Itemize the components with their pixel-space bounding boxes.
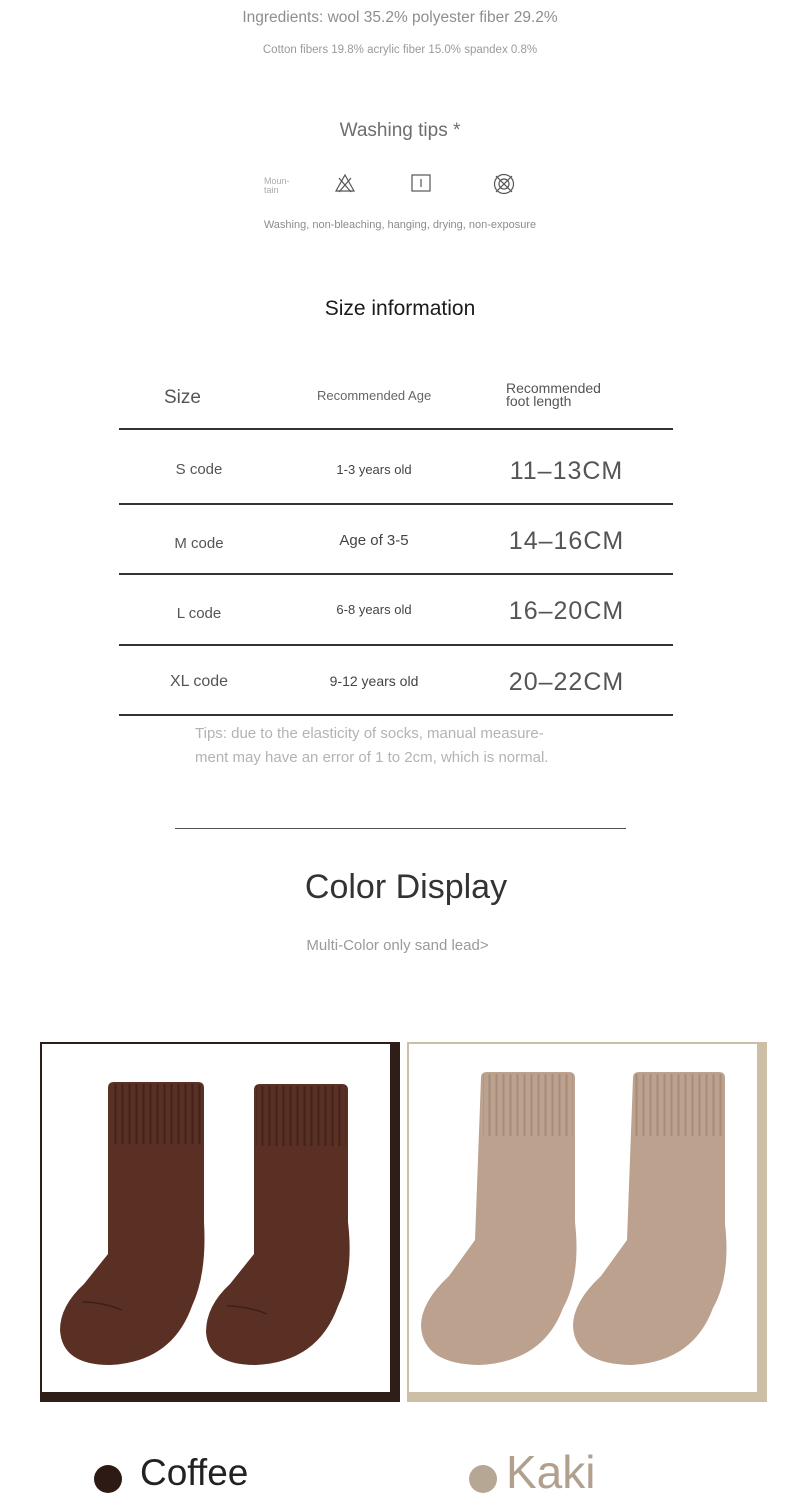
mountain-label: Moun- tain [264,176,290,195]
kaki-sock-left [421,1072,577,1365]
table-rule [119,714,673,716]
header-age: Recommended Age [317,388,432,403]
no-dryer-icon [492,172,516,201]
washing-description: Washing, non-bleaching, hanging, drying, non-exposure [263,219,537,231]
row-age: 9-12 years old [329,673,419,689]
table-row [119,575,673,643]
row-age: Age of 3-5 [339,532,409,549]
kaki-sock-right [573,1072,727,1365]
kaki-product-card[interactable] [407,1042,767,1402]
row-size: M code [174,535,224,552]
row-size: L code [176,605,222,622]
color-display-title: Color Display [304,868,508,906]
no-bleach-icon [334,172,356,199]
table-row [119,646,673,714]
washing-tips-title: Washing tips * [339,120,461,141]
coffee-sock-left [60,1082,205,1365]
section-divider [175,828,626,829]
row-foot-length: 14–16CM [508,527,625,555]
size-tips: Tips: due to the elasticity of socks, manual measure- ment may have an error of 1 to 2cm, which is normal. [195,725,549,766]
row-size: XL code [169,673,229,690]
color-display-subtitle: Multi-Color only sand lead> [306,937,489,954]
size-info-title: Size information [324,297,476,320]
coffee-sock-right [206,1084,350,1365]
row-age: 6-8 years old [336,602,412,617]
table-rule [119,428,673,430]
coffee-color-label: Coffee [140,1452,249,1493]
coffee-color-dot [94,1465,122,1493]
header-foot-length: Recommended foot length [506,380,601,409]
row-foot-length: 20–22CM [508,668,625,696]
kaki-color-dot [469,1465,497,1493]
ingredients-line-1: Ingredients: wool 35.2% polyester fiber 29.2% [242,9,558,26]
table-row [119,435,673,503]
row-size: S code [175,461,223,478]
washing-icons [258,172,538,204]
coffee-socks-image [42,1044,390,1392]
row-age: 1-3 years old [336,462,412,477]
kaki-color-label: Kaki [506,1446,596,1498]
kaki-socks-image [409,1044,757,1392]
ingredients-line-2: Cotton fibers 19.8% acrylic fiber 15.0% spandex 0.8% [262,44,538,56]
row-foot-length: 11–13CM [509,457,624,485]
size-table-header [119,370,673,428]
table-row [119,505,673,573]
hang-dry-icon [410,172,432,199]
header-size: Size [164,387,201,408]
row-foot-length: 16–20CM [508,597,625,625]
coffee-product-card[interactable] [40,1042,400,1402]
